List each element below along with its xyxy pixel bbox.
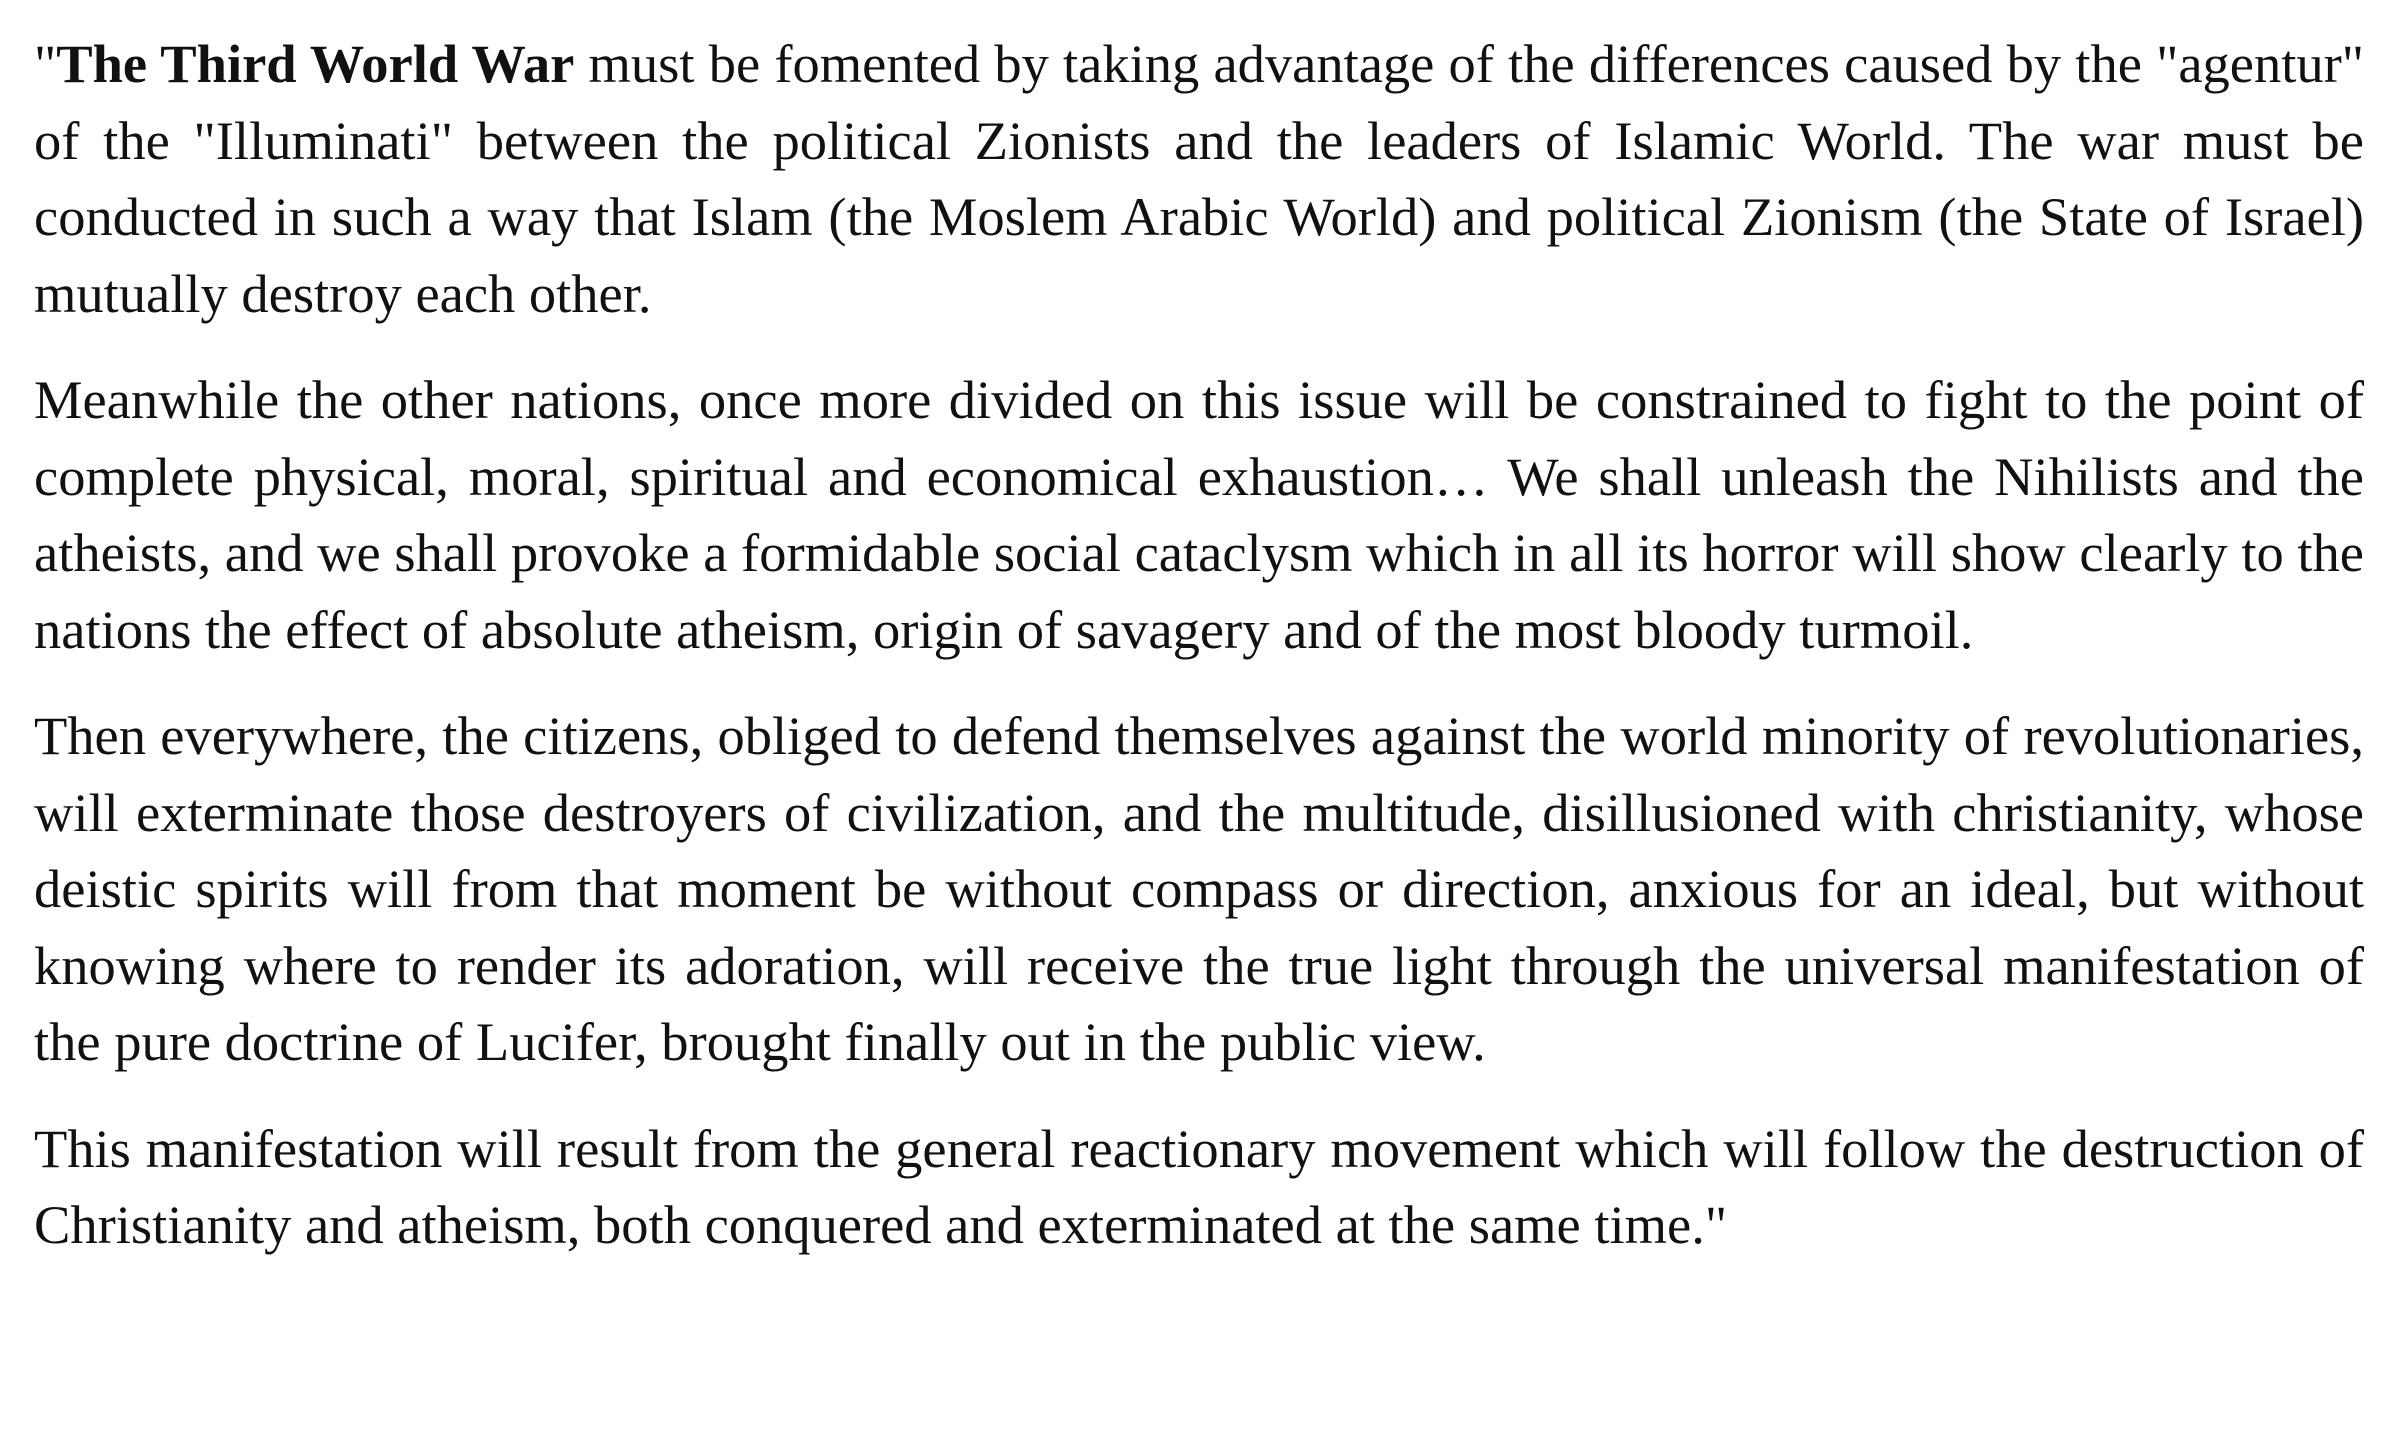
paragraph-4 [34, 1111, 2364, 1264]
paragraph-3-text: Then everywhere, the citizens, obliged to defend themselves against the world minority of revolutionaries, will exterminate those destroyers of civilization, and the multitude, disillusioned with christianity, whose deistic spirits will from that moment be without compass or direction, anxious for an ideal, but without knowing where to render its adoration, will receive the true light through the universal manifestation of the pure doctrine of Lucifer, brought finally out in the public view. [34, 705, 2364, 1072]
paragraph-3 [34, 698, 2364, 1081]
paragraph-1 [34, 26, 2364, 332]
paragraph-2-text: Meanwhile the other nations, once more divided on this issue will be constrained to fight to the point of complete physical, moral, spiritual and economical exhaustion… We shall unleash the Nihilists and the atheists, and we shall provoke a formidable social cataclysm which in all its horror will show clearly to the nations the effect of absolute atheism, origin of savagery and of the most bloody turmoil. [34, 369, 2364, 660]
paragraph-2 [34, 362, 2364, 668]
bold-lead-phrase: The Third World War [56, 33, 575, 94]
paragraph-4-text: This manifestation will result from the general reactionary movement which will follow the destruction of Christianity and atheism, both conquered and exterminated at the same time." [34, 1117, 2364, 1255]
paragraph-1-text: must be fomented by taking advantage of the differences caused by the "agentur" of the "Illuminati" between the political Zionists and the leaders of Islamic World. The war must be conducted in such a way that Islam (the Moslem Arabic World) and political Zionism (the State of Israel) mutually destroy each other. [34, 33, 2364, 324]
opening-quote: " [34, 33, 57, 94]
document-body [34, 26, 2364, 1264]
